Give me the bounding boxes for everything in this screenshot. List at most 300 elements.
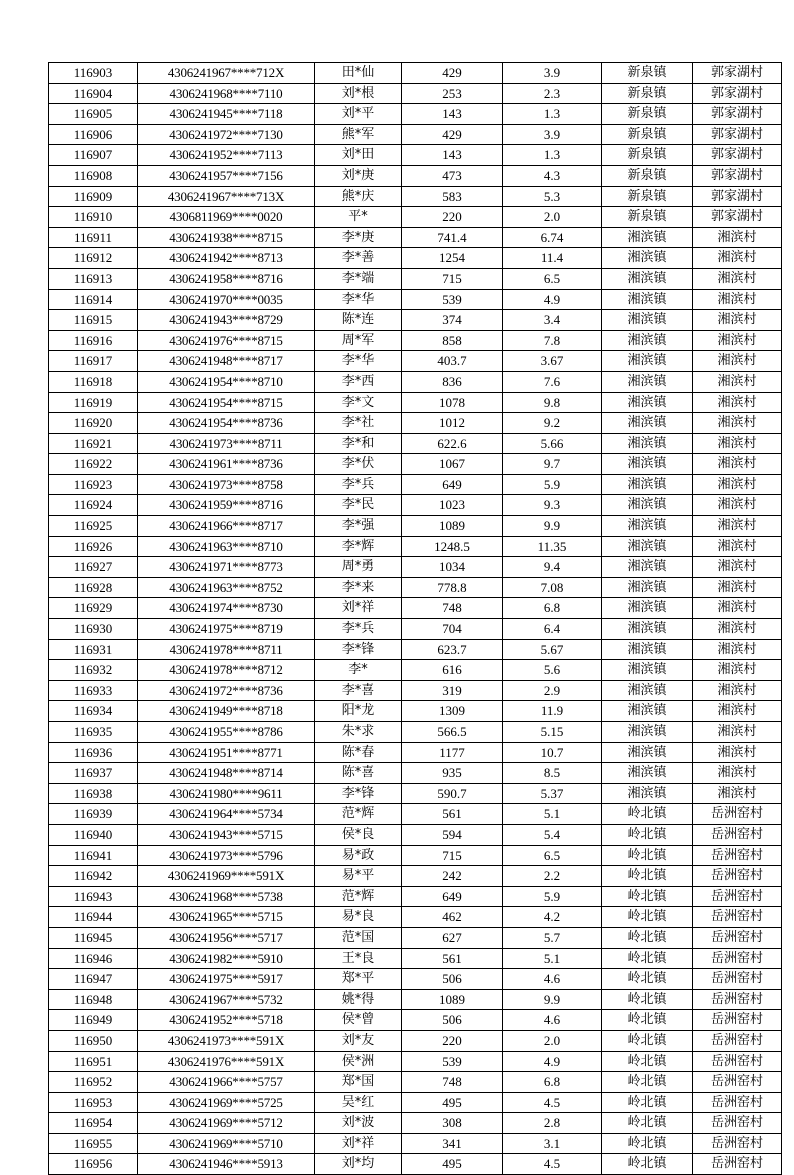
cell-village: 湘滨村: [693, 310, 782, 331]
cell-id-card: 4306241948****8714: [138, 763, 315, 784]
cell-standard: 5.7: [503, 927, 602, 948]
cell-name: 易*平: [315, 866, 402, 887]
cell-serial: 116907: [49, 145, 138, 166]
table-row: [49, 165, 782, 186]
cell-serial: 116924: [49, 495, 138, 516]
cell-name: 陈*连: [315, 310, 402, 331]
cell-village: 岳洲窑村: [693, 804, 782, 825]
table-row: [49, 989, 782, 1010]
cell-id-card: 4306241982****5910: [138, 948, 315, 969]
cell-serial: 116921: [49, 433, 138, 454]
table-row: [49, 1051, 782, 1072]
cell-serial: 116942: [49, 866, 138, 887]
cell-village: 郭家湖村: [693, 186, 782, 207]
cell-amount: 1254: [402, 248, 503, 269]
cell-village: 岳洲窑村: [693, 824, 782, 845]
cell-serial: 116916: [49, 330, 138, 351]
cell-town: 岭北镇: [602, 1072, 693, 1093]
cell-standard: 11.9: [503, 701, 602, 722]
cell-id-card: 4306241972****8736: [138, 680, 315, 701]
cell-town: 新泉镇: [602, 124, 693, 145]
cell-standard: 5.9: [503, 474, 602, 495]
cell-standard: 4.9: [503, 289, 602, 310]
cell-standard: 7.6: [503, 371, 602, 392]
cell-name: 侯*曾: [315, 1010, 402, 1031]
cell-serial: 116923: [49, 474, 138, 495]
cell-standard: 10.7: [503, 742, 602, 763]
cell-id-card: 4306241946****5913: [138, 1154, 315, 1175]
table-row: [49, 1092, 782, 1113]
cell-name: 熊*军: [315, 124, 402, 145]
table-row: [49, 948, 782, 969]
cell-village: 岳洲窑村: [693, 866, 782, 887]
cell-id-card: 4306241952****7113: [138, 145, 315, 166]
cell-town: 湘滨镇: [602, 330, 693, 351]
cell-name: 阳*龙: [315, 701, 402, 722]
cell-village: 岳洲窑村: [693, 907, 782, 928]
cell-name: 易*政: [315, 845, 402, 866]
cell-standard: 2.8: [503, 1113, 602, 1134]
cell-standard: 9.9: [503, 516, 602, 537]
cell-amount: 473: [402, 165, 503, 186]
cell-standard: 2.0: [503, 207, 602, 228]
cell-serial: 116955: [49, 1133, 138, 1154]
cell-amount: 462: [402, 907, 503, 928]
cell-amount: 1023: [402, 495, 503, 516]
cell-standard: 5.6: [503, 660, 602, 681]
table-row: [49, 701, 782, 722]
cell-serial: 116922: [49, 454, 138, 475]
cell-standard: 2.0: [503, 1030, 602, 1051]
table-row: [49, 598, 782, 619]
cell-town: 岭北镇: [602, 866, 693, 887]
table-row: [49, 248, 782, 269]
cell-amount: 704: [402, 619, 503, 640]
cell-name: 李*辉: [315, 536, 402, 557]
cell-town: 湘滨镇: [602, 433, 693, 454]
cell-name: 李*西: [315, 371, 402, 392]
cell-village: 湘滨村: [693, 433, 782, 454]
cell-village: 湘滨村: [693, 680, 782, 701]
cell-name: 李*华: [315, 351, 402, 372]
cell-id-card: 4306241958****8716: [138, 268, 315, 289]
cell-name: 李*端: [315, 268, 402, 289]
cell-amount: 1078: [402, 392, 503, 413]
cell-village: 郭家湖村: [693, 124, 782, 145]
cell-village: 湘滨村: [693, 598, 782, 619]
cell-town: 岭北镇: [602, 989, 693, 1010]
table-row: [49, 351, 782, 372]
cell-standard: 9.3: [503, 495, 602, 516]
cell-village: 湘滨村: [693, 248, 782, 269]
cell-serial: 116930: [49, 619, 138, 640]
table-row: [49, 495, 782, 516]
cell-name: 李*庚: [315, 227, 402, 248]
cell-standard: 5.4: [503, 824, 602, 845]
cell-standard: 1.3: [503, 104, 602, 125]
cell-village: 湘滨村: [693, 639, 782, 660]
cell-amount: 649: [402, 886, 503, 907]
cell-serial: 116934: [49, 701, 138, 722]
cell-town: 新泉镇: [602, 104, 693, 125]
cell-serial: 116938: [49, 783, 138, 804]
cell-id-card: 4306241973****8758: [138, 474, 315, 495]
cell-amount: 341: [402, 1133, 503, 1154]
cell-town: 湘滨镇: [602, 268, 693, 289]
table-row: [49, 907, 782, 928]
cell-town: 岭北镇: [602, 804, 693, 825]
cell-name: 李*: [315, 660, 402, 681]
cell-town: 岭北镇: [602, 1113, 693, 1134]
cell-name: 李*锋: [315, 639, 402, 660]
cell-name: 李*喜: [315, 680, 402, 701]
cell-id-card: 4306241942****8713: [138, 248, 315, 269]
cell-village: 湘滨村: [693, 516, 782, 537]
cell-town: 湘滨镇: [602, 495, 693, 516]
cell-village: 湘滨村: [693, 289, 782, 310]
cell-amount: 622.6: [402, 433, 503, 454]
cell-village: 湘滨村: [693, 413, 782, 434]
cell-town: 岭北镇: [602, 948, 693, 969]
cell-id-card: 4306241945****7118: [138, 104, 315, 125]
table-row: [49, 413, 782, 434]
cell-id-card: 4306241943****5715: [138, 824, 315, 845]
cell-town: 湘滨镇: [602, 577, 693, 598]
cell-village: 湘滨村: [693, 454, 782, 475]
cell-name: 李*兵: [315, 474, 402, 495]
cell-id-card: 4306241969****591X: [138, 866, 315, 887]
cell-town: 湘滨镇: [602, 248, 693, 269]
cell-name: 吴*红: [315, 1092, 402, 1113]
cell-standard: 6.8: [503, 598, 602, 619]
cell-id-card: 4306241959****8716: [138, 495, 315, 516]
cell-serial: 116954: [49, 1113, 138, 1134]
cell-id-card: 4306241975****8719: [138, 619, 315, 640]
cell-town: 湘滨镇: [602, 536, 693, 557]
cell-town: 湘滨镇: [602, 516, 693, 537]
cell-standard: 6.4: [503, 619, 602, 640]
cell-amount: 566.5: [402, 722, 503, 743]
table-row: [49, 660, 782, 681]
cell-serial: 116950: [49, 1030, 138, 1051]
cell-standard: 4.6: [503, 1010, 602, 1031]
cell-id-card: 4306241948****8717: [138, 351, 315, 372]
cell-town: 新泉镇: [602, 207, 693, 228]
cell-standard: 4.6: [503, 969, 602, 990]
cell-standard: 5.1: [503, 948, 602, 969]
subsidy-table: [48, 62, 782, 1175]
cell-village: 湘滨村: [693, 268, 782, 289]
cell-serial: 116903: [49, 63, 138, 84]
cell-standard: 2.3: [503, 83, 602, 104]
cell-serial: 116933: [49, 680, 138, 701]
cell-village: 湘滨村: [693, 763, 782, 784]
cell-town: 湘滨镇: [602, 371, 693, 392]
cell-town: 湘滨镇: [602, 392, 693, 413]
cell-name: 周*勇: [315, 557, 402, 578]
cell-standard: 5.66: [503, 433, 602, 454]
cell-serial: 116904: [49, 83, 138, 104]
cell-town: 湘滨镇: [602, 742, 693, 763]
cell-amount: 1309: [402, 701, 503, 722]
cell-serial: 116932: [49, 660, 138, 681]
cell-amount: 429: [402, 124, 503, 145]
cell-standard: 8.5: [503, 763, 602, 784]
cell-town: 岭北镇: [602, 1030, 693, 1051]
cell-name: 周*军: [315, 330, 402, 351]
table-row: [49, 104, 782, 125]
cell-village: 湘滨村: [693, 495, 782, 516]
cell-name: 范*辉: [315, 804, 402, 825]
table-body: [49, 63, 782, 1175]
cell-serial: 116913: [49, 268, 138, 289]
cell-town: 湘滨镇: [602, 557, 693, 578]
cell-village: 湘滨村: [693, 474, 782, 495]
cell-serial: 116905: [49, 104, 138, 125]
table-row: [49, 433, 782, 454]
table-row: [49, 330, 782, 351]
cell-amount: 1089: [402, 989, 503, 1010]
cell-serial: 116926: [49, 536, 138, 557]
cell-name: 刘*友: [315, 1030, 402, 1051]
cell-name: 郑*平: [315, 969, 402, 990]
cell-amount: 253: [402, 83, 503, 104]
table-row: [49, 824, 782, 845]
cell-village: 岳洲窑村: [693, 1133, 782, 1154]
cell-amount: 715: [402, 268, 503, 289]
table-row: [49, 371, 782, 392]
cell-town: 岭北镇: [602, 845, 693, 866]
table-row: [49, 722, 782, 743]
cell-serial: 116929: [49, 598, 138, 619]
cell-serial: 116919: [49, 392, 138, 413]
cell-standard: 9.7: [503, 454, 602, 475]
cell-serial: 116939: [49, 804, 138, 825]
cell-amount: 616: [402, 660, 503, 681]
cell-standard: 9.9: [503, 989, 602, 1010]
cell-village: 岳洲窑村: [693, 1010, 782, 1031]
cell-serial: 116947: [49, 969, 138, 990]
cell-id-card: 4306241967****5732: [138, 989, 315, 1010]
cell-standard: 4.5: [503, 1154, 602, 1175]
cell-standard: 5.67: [503, 639, 602, 660]
cell-serial: 116920: [49, 413, 138, 434]
table-row: [49, 63, 782, 84]
cell-serial: 116956: [49, 1154, 138, 1175]
cell-standard: 3.4: [503, 310, 602, 331]
cell-amount: 539: [402, 289, 503, 310]
cell-serial: 116941: [49, 845, 138, 866]
cell-name: 李*社: [315, 413, 402, 434]
cell-serial: 116951: [49, 1051, 138, 1072]
cell-serial: 116945: [49, 927, 138, 948]
cell-village: 岳洲窑村: [693, 1072, 782, 1093]
cell-name: 陈*喜: [315, 763, 402, 784]
table-row: [49, 845, 782, 866]
cell-name: 刘*祥: [315, 598, 402, 619]
cell-name: 姚*得: [315, 989, 402, 1010]
table-row: [49, 516, 782, 537]
cell-town: 新泉镇: [602, 63, 693, 84]
cell-town: 岭北镇: [602, 1010, 693, 1031]
cell-amount: 506: [402, 969, 503, 990]
cell-amount: 220: [402, 1030, 503, 1051]
cell-serial: 116910: [49, 207, 138, 228]
cell-serial: 116948: [49, 989, 138, 1010]
cell-village: 岳洲窑村: [693, 969, 782, 990]
cell-amount: 539: [402, 1051, 503, 1072]
cell-amount: 220: [402, 207, 503, 228]
cell-name: 平*: [315, 207, 402, 228]
cell-id-card: 4306241955****8786: [138, 722, 315, 743]
cell-village: 岳洲窑村: [693, 1113, 782, 1134]
cell-town: 湘滨镇: [602, 660, 693, 681]
cell-village: 湘滨村: [693, 577, 782, 598]
cell-serial: 116914: [49, 289, 138, 310]
cell-id-card: 4306241971****8773: [138, 557, 315, 578]
cell-name: 刘*祥: [315, 1133, 402, 1154]
cell-town: 新泉镇: [602, 186, 693, 207]
table-row: [49, 207, 782, 228]
cell-serial: 116915: [49, 310, 138, 331]
cell-amount: 561: [402, 804, 503, 825]
cell-village: 湘滨村: [693, 619, 782, 640]
cell-amount: 374: [402, 310, 503, 331]
cell-amount: 1089: [402, 516, 503, 537]
cell-amount: 403.7: [402, 351, 503, 372]
cell-amount: 1177: [402, 742, 503, 763]
cell-town: 湘滨镇: [602, 619, 693, 640]
cell-village: 郭家湖村: [693, 207, 782, 228]
cell-amount: 748: [402, 598, 503, 619]
cell-standard: 9.8: [503, 392, 602, 413]
cell-id-card: 4306241974****8730: [138, 598, 315, 619]
cell-amount: 495: [402, 1154, 503, 1175]
cell-village: 湘滨村: [693, 557, 782, 578]
cell-amount: 319: [402, 680, 503, 701]
cell-village: 湘滨村: [693, 660, 782, 681]
cell-name: 李*来: [315, 577, 402, 598]
cell-amount: 594: [402, 824, 503, 845]
table-row: [49, 227, 782, 248]
table-row: [49, 783, 782, 804]
cell-standard: 7.8: [503, 330, 602, 351]
cell-town: 湘滨镇: [602, 680, 693, 701]
cell-name: 李*和: [315, 433, 402, 454]
cell-amount: 583: [402, 186, 503, 207]
cell-id-card: 4306241968****7110: [138, 83, 315, 104]
cell-name: 李*华: [315, 289, 402, 310]
cell-id-card: 4306241973****8711: [138, 433, 315, 454]
cell-standard: 5.3: [503, 186, 602, 207]
cell-serial: 116935: [49, 722, 138, 743]
cell-amount: 143: [402, 104, 503, 125]
cell-amount: 935: [402, 763, 503, 784]
cell-id-card: 4306241951****8771: [138, 742, 315, 763]
cell-name: 易*良: [315, 907, 402, 928]
cell-serial: 116917: [49, 351, 138, 372]
cell-amount: 143: [402, 145, 503, 166]
cell-id-card: 4306241972****7130: [138, 124, 315, 145]
cell-amount: 741.4: [402, 227, 503, 248]
cell-village: 岳洲窑村: [693, 1092, 782, 1113]
cell-standard: 3.67: [503, 351, 602, 372]
cell-id-card: 4306241966****8717: [138, 516, 315, 537]
cell-name: 李*锋: [315, 783, 402, 804]
cell-amount: 649: [402, 474, 503, 495]
cell-town: 岭北镇: [602, 1154, 693, 1175]
table-row: [49, 474, 782, 495]
cell-id-card: 4306241949****8718: [138, 701, 315, 722]
table-row: [49, 83, 782, 104]
cell-id-card: 4306241952****5718: [138, 1010, 315, 1031]
cell-village: 岳洲窑村: [693, 948, 782, 969]
cell-town: 湘滨镇: [602, 454, 693, 475]
cell-standard: 6.5: [503, 845, 602, 866]
cell-standard: 5.37: [503, 783, 602, 804]
cell-serial: 116944: [49, 907, 138, 928]
cell-standard: 2.9: [503, 680, 602, 701]
cell-standard: 4.2: [503, 907, 602, 928]
cell-name: 刘*平: [315, 104, 402, 125]
cell-village: 湘滨村: [693, 392, 782, 413]
cell-id-card: 4306241967****712X: [138, 63, 315, 84]
cell-id-card: 4306241978****8711: [138, 639, 315, 660]
cell-town: 湘滨镇: [602, 763, 693, 784]
cell-standard: 5.9: [503, 886, 602, 907]
table-row: [49, 886, 782, 907]
cell-name: 李*兵: [315, 619, 402, 640]
cell-id-card: 4306241967****713X: [138, 186, 315, 207]
cell-town: 湘滨镇: [602, 722, 693, 743]
cell-standard: 5.15: [503, 722, 602, 743]
cell-id-card: 4306241969****5725: [138, 1092, 315, 1113]
cell-name: 刘*波: [315, 1113, 402, 1134]
table-row: [49, 1010, 782, 1031]
table-row: [49, 1133, 782, 1154]
cell-id-card: 4306241954****8710: [138, 371, 315, 392]
cell-amount: 242: [402, 866, 503, 887]
cell-serial: 116925: [49, 516, 138, 537]
cell-name: 李*伏: [315, 454, 402, 475]
cell-town: 岭北镇: [602, 824, 693, 845]
cell-standard: 5.1: [503, 804, 602, 825]
cell-amount: 1067: [402, 454, 503, 475]
cell-town: 新泉镇: [602, 145, 693, 166]
cell-town: 岭北镇: [602, 969, 693, 990]
table-row: [49, 186, 782, 207]
cell-id-card: 4306241963****8752: [138, 577, 315, 598]
table-row: [49, 619, 782, 640]
cell-town: 岭北镇: [602, 1133, 693, 1154]
cell-amount: 748: [402, 1072, 503, 1093]
cell-id-card: 4306241957****7156: [138, 165, 315, 186]
cell-standard: 4.5: [503, 1092, 602, 1113]
table-row: [49, 310, 782, 331]
cell-name: 朱*求: [315, 722, 402, 743]
cell-standard: 1.3: [503, 145, 602, 166]
cell-name: 田*仙: [315, 63, 402, 84]
cell-serial: 116946: [49, 948, 138, 969]
cell-amount: 1034: [402, 557, 503, 578]
cell-id-card: 4306241938****8715: [138, 227, 315, 248]
cell-village: 岳洲窑村: [693, 1051, 782, 1072]
cell-serial: 116927: [49, 557, 138, 578]
cell-serial: 116949: [49, 1010, 138, 1031]
cell-village: 湘滨村: [693, 536, 782, 557]
cell-town: 岭北镇: [602, 907, 693, 928]
cell-standard: 3.1: [503, 1133, 602, 1154]
